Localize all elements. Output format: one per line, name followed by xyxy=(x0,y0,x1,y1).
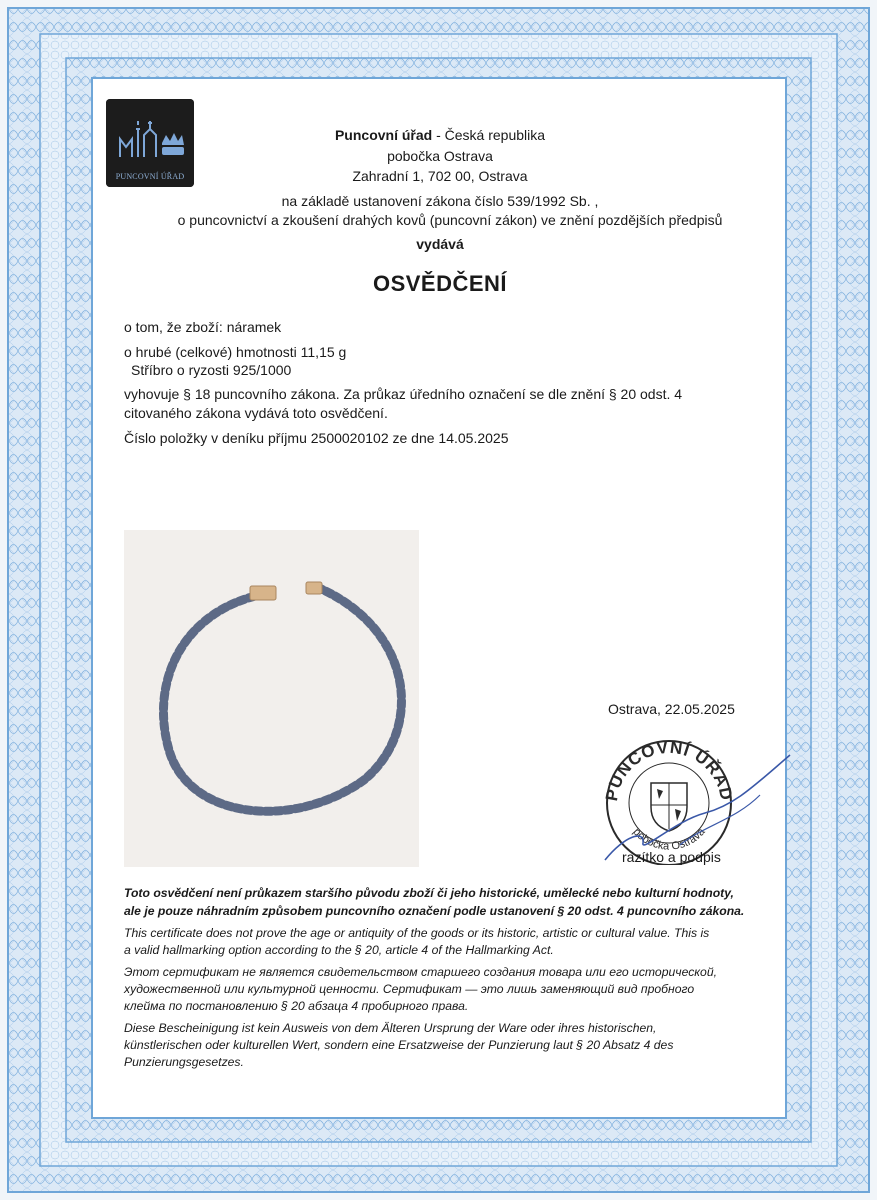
footnote-ru-1: Этот сертификат не является свидетельством старшего создания товара или его исторической, xyxy=(124,965,718,979)
branch-name: pobočka Ostrava xyxy=(387,148,493,164)
official-stamp xyxy=(585,725,795,865)
logo-caption: PUNCOVNÍ ÚŘAD xyxy=(115,172,185,181)
footnote-de-2: künstlerischen oder kulturellen Wert, sondern eine Ersatzweise der Punzierung laut § 20 Absatz 4 des xyxy=(124,1038,674,1052)
law-reference-1: na základě ustanovení zákona číslo 539/1992 Sb. , xyxy=(281,193,599,209)
law-reference-2: o puncovnictví a zkoušení drahých kovů (puncovní zákon) ve znění pozdějších předpisů xyxy=(177,212,723,228)
place-and-date: Ostrava, 22.05.2025 xyxy=(608,701,735,717)
signature-label: razítko a podpis xyxy=(622,849,721,865)
certificate-title: OSVĚDČENÍ xyxy=(372,271,508,296)
office-country: - Česká republika xyxy=(432,127,546,143)
compliance-line-2: citovaného zákona vydává toto osvědčení. xyxy=(124,405,388,421)
office-name xyxy=(140,126,740,144)
stamp-top-text: PUNCOVNÍ ÚŘAD xyxy=(601,737,737,803)
footnote-de-1: Diese Bescheinigung ist kein Ausweis von dem Älteren Ursprung der Ware oder ihres historischen, xyxy=(124,1021,657,1035)
stamp-bottom-text: pobočka Ostrava xyxy=(630,825,708,853)
footnote-cz-1: Toto osvědčení není průkazem staršího původu zboží či jeho historické, umělecké nebo kulturní hodnoty, xyxy=(124,886,734,900)
office-address: Zahradní 1, 702 00, Ostrava xyxy=(352,168,528,184)
footnote-en-1: This certificate does not prove the age or antiquity of the goods or its historic, artistic or cultural value. This is xyxy=(124,926,710,940)
issues-label: vydává xyxy=(416,236,464,252)
office-name-bold: Puncovní úřad xyxy=(334,127,433,143)
weight-line: o hrubé (celkové) hmotnosti 11,15 g xyxy=(124,344,347,360)
register-line: Číslo položky v deníku příjmu 2500020102 ze dne 14.05.2025 xyxy=(124,430,509,446)
bracelet-image xyxy=(124,530,419,867)
footnote-en-2: a valid hallmarking option according to the § 20, article 4 of the Hallmarking Act. xyxy=(124,943,554,957)
footnote-ru-3: клейма по постановлению § 20 абзаца 4 пробирного права. xyxy=(124,999,469,1013)
bracelet-photo xyxy=(124,530,419,867)
footnote-de-3: Punzierungsgesetzes. xyxy=(124,1055,244,1069)
compliance-line-1: vyhovuje § 18 puncovního zákona. Za průkaz úředního označení se dle znění § 20 odst. 4 xyxy=(124,386,683,402)
goods-line: o tom, že zboží: náramek xyxy=(124,319,282,335)
footnote-cz-2: ale je pouze náhradním způsobem puncovního označení podle ustanovení § 20 odst. 4 puncovního zákona. xyxy=(124,904,745,918)
fineness-line: Stříbro o ryzosti 925/1000 xyxy=(131,362,292,378)
footnote-ru-2: художественной или культурной ценности. Сертификат — это лишь заменяющий вид пробного xyxy=(124,982,695,996)
